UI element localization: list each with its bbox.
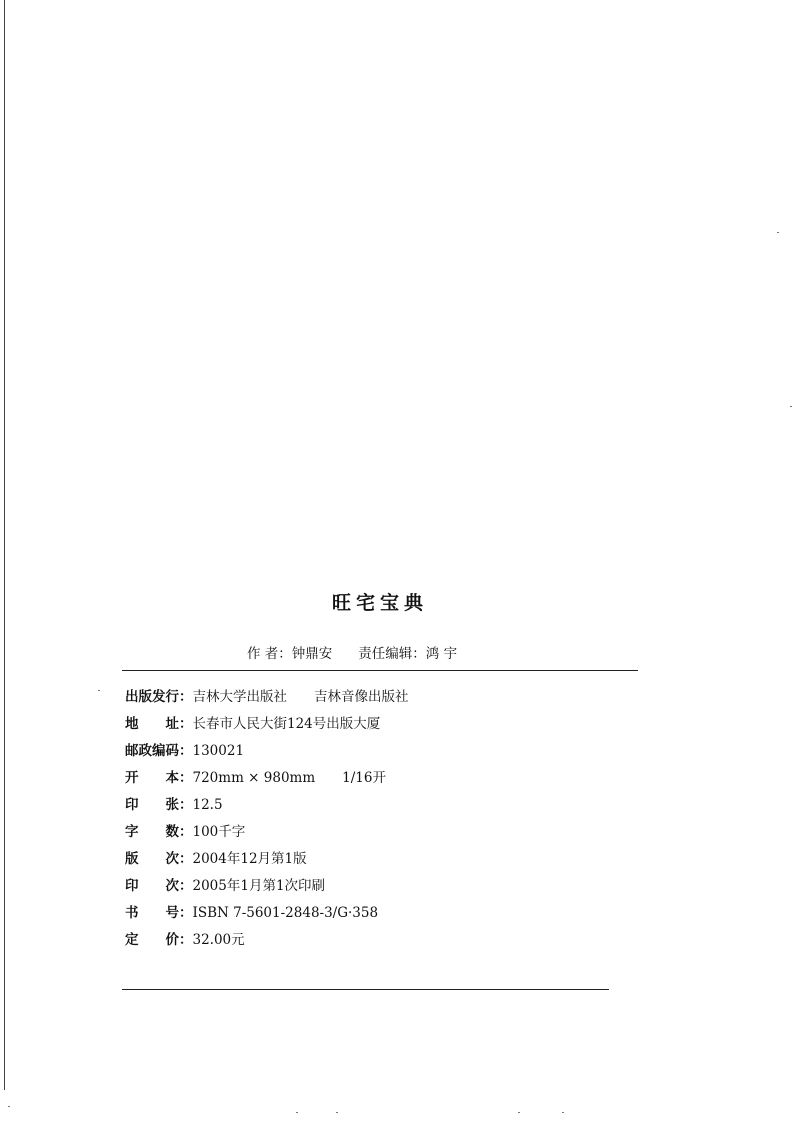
scan-speck [777,232,779,233]
info-row-address [125,715,409,742]
top-divider [122,670,638,671]
info-row-format [125,769,409,796]
scan-speck [296,1112,298,1113]
book-title: 旺宅宝典 [331,592,428,614]
publisher-value: 吉林大学出版社 吉林音像出版社 [192,689,409,705]
info-row-printing [125,877,409,904]
edition-value: 2004年12月第1版 [192,851,307,867]
scan-speck [562,1112,564,1113]
info-row-isbn [125,904,409,931]
isbn-label: 书 号： [125,905,193,921]
address-value: 长春市人民大街124号出版大厦 [192,716,381,732]
editor-name: 鸿 宇 [425,646,458,662]
author-name: 钟鼎安 [291,646,333,662]
isbn-value: ISBN 7-5601-2848-3/G·358 [192,905,379,921]
credits-line [247,642,457,662]
scan-speck [8,1106,10,1107]
address-label: 地 址： [125,716,193,732]
postcode-value: 130021 [192,743,245,759]
scan-speck [336,1112,338,1113]
publisher-label: 出版发行： [125,689,193,705]
sheets-label: 印 张： [125,797,193,813]
word-count-label: 字 数： [125,824,193,840]
format-value: 720mm × 980mm 1/16开 [192,770,386,786]
format-label: 开 本： [125,770,193,786]
info-row-word-count [125,823,409,850]
postcode-label: 邮政编码： [125,743,193,759]
printing-label: 印 次： [125,878,193,894]
author-label: 作 者： [247,646,292,662]
sheets-value: 12.5 [192,797,223,813]
word-count-value: 100千字 [192,824,246,840]
info-row-sheets [125,796,409,823]
scan-speck [790,406,792,407]
info-row-publisher [125,688,409,715]
scan-speck [518,1112,520,1113]
price-label: 定 价： [125,932,193,948]
edition-label: 版 次： [125,851,193,867]
scan-speck [98,690,100,691]
copyright-info [125,688,409,958]
info-row-edition [125,850,409,877]
editor-label: 责任编辑： [358,646,426,662]
price-value: 32.00元 [192,932,245,948]
info-row-postcode [125,742,409,769]
bottom-divider [122,989,609,990]
printing-value: 2005年1月第1次印刷 [192,878,326,894]
scan-edge-line [4,0,5,1090]
info-row-price [125,931,409,958]
